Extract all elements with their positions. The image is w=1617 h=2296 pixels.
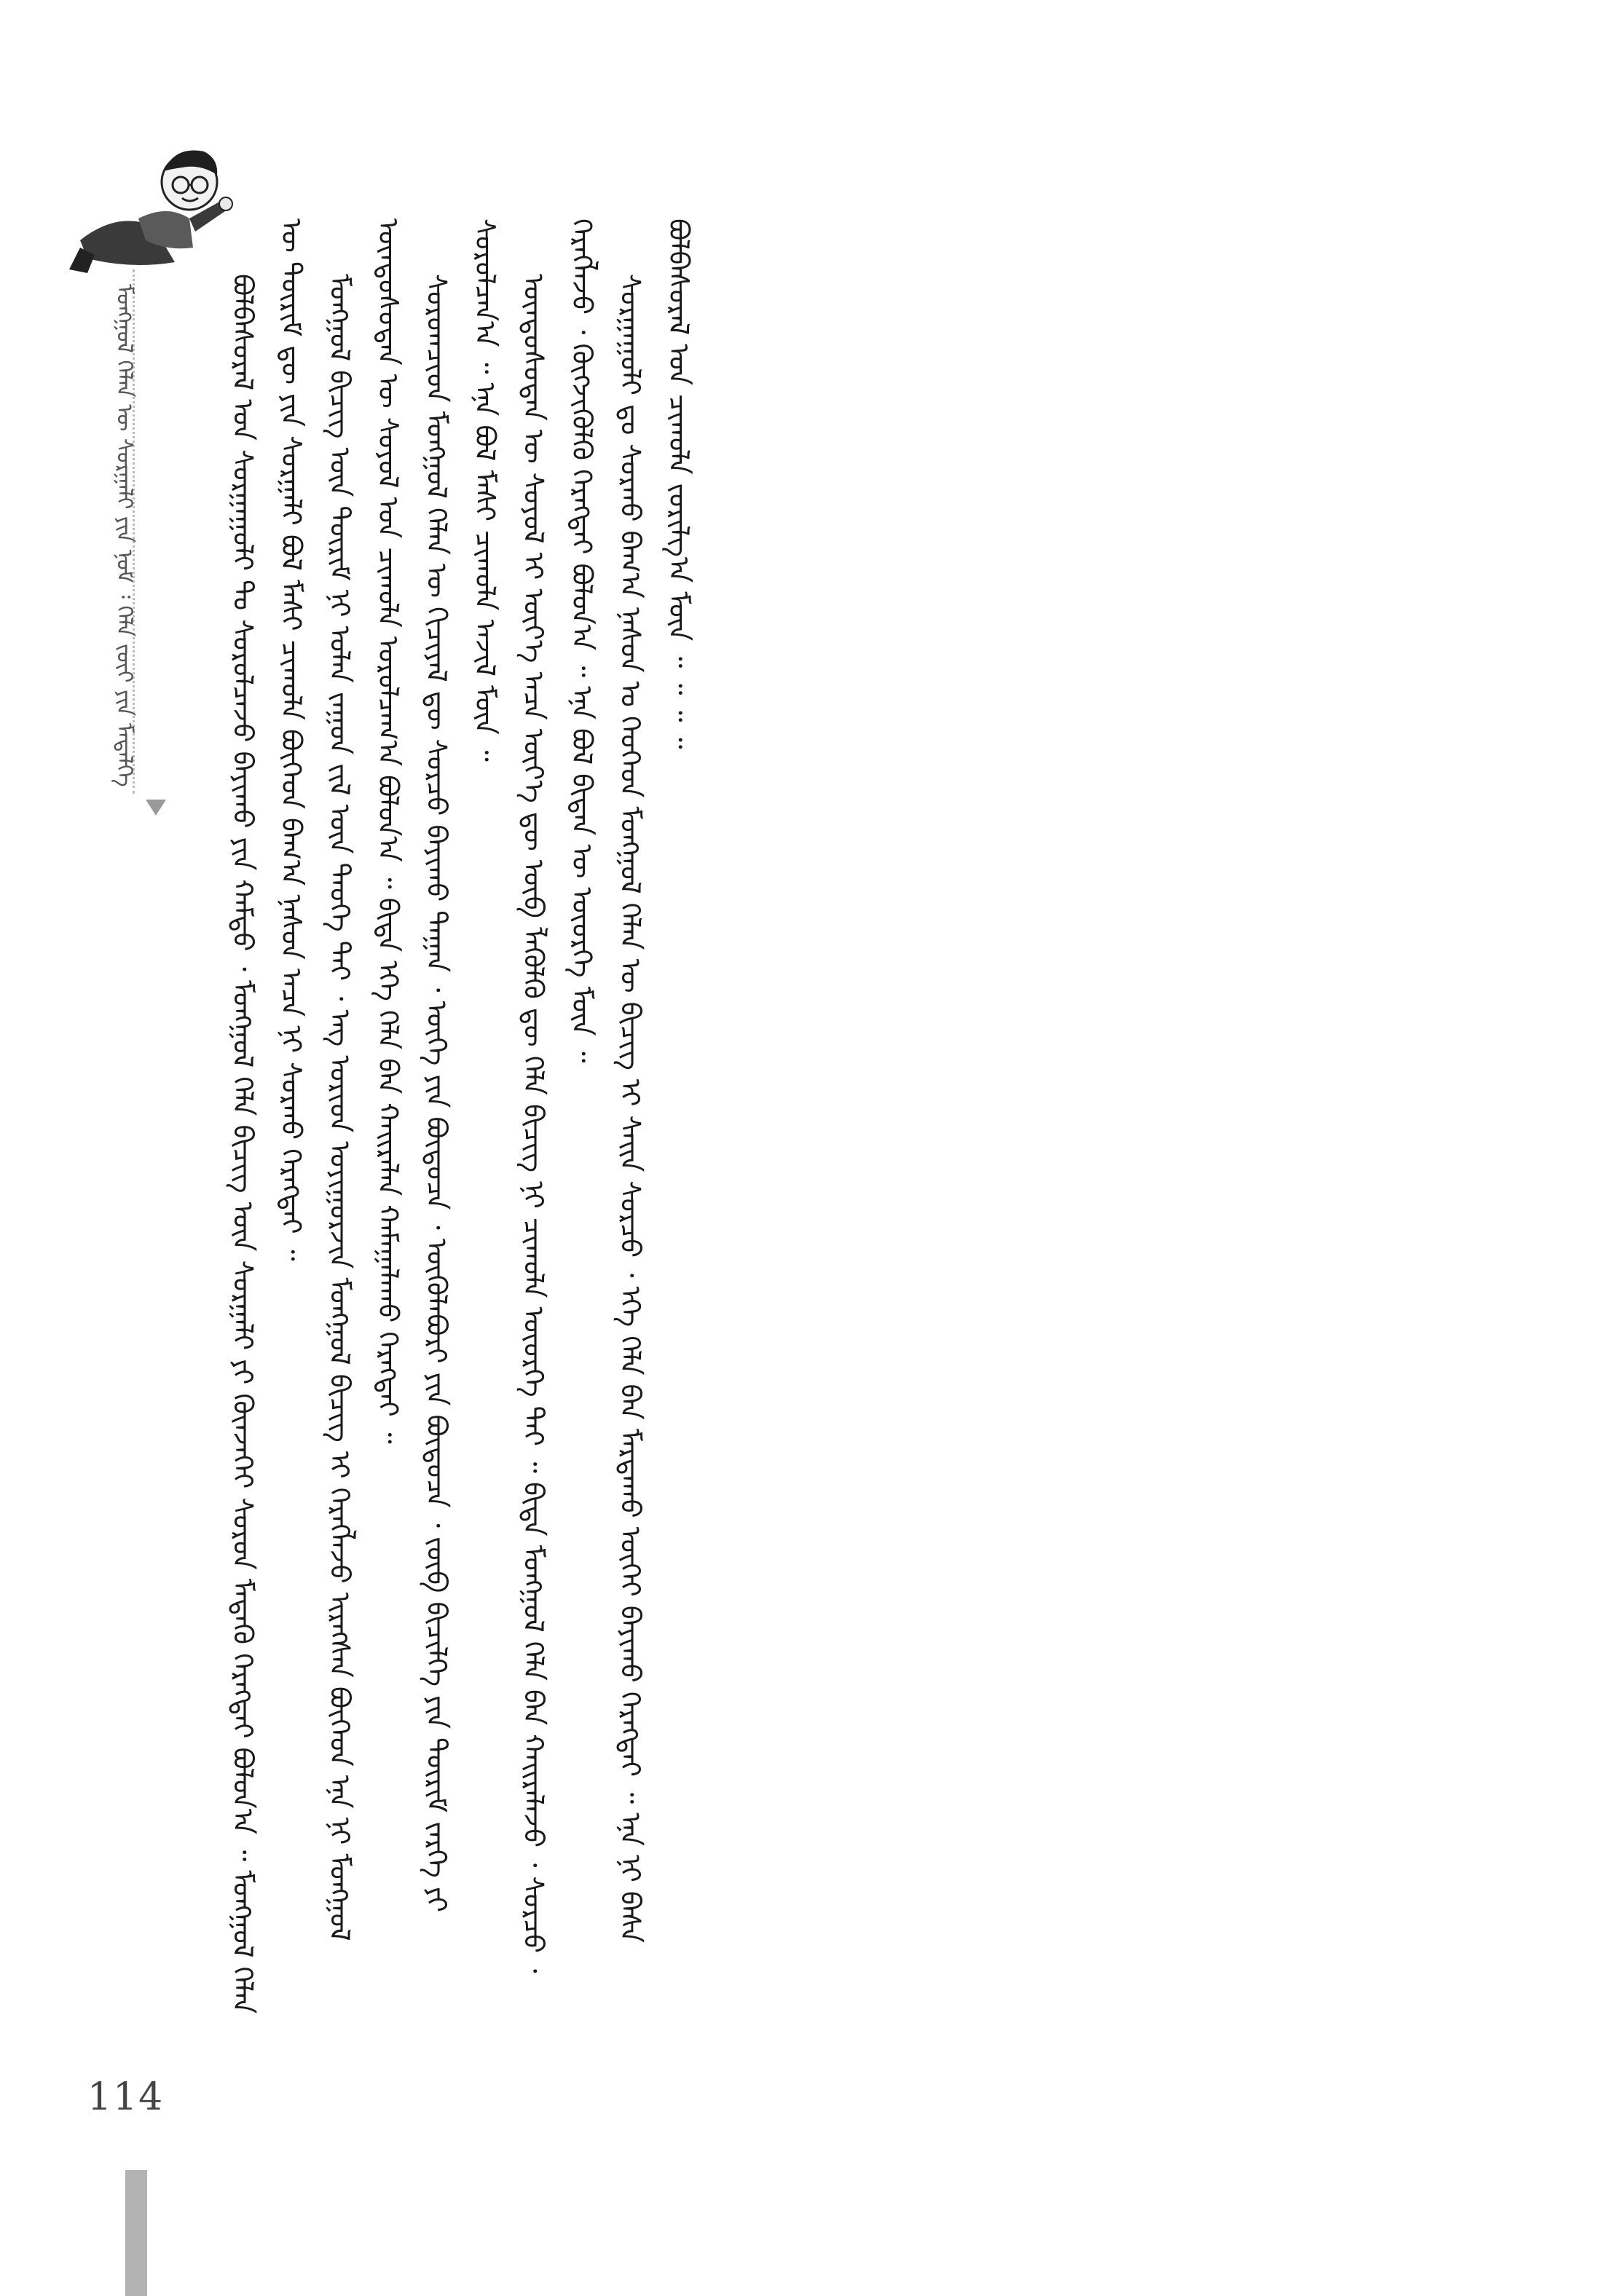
running-header: ᠮᠣᠩᠭᠣᠯ ᠬᠡᠯᠡᠨ ᠦ ᠰᠤᠷᠭᠠᠯᠢ ᠶᠢᠨ ᠨᠣᠮ ᠄ ᠬᠡᠯᠡ ᠵᠦᠢ ᠶᠢᠨ ᠮᠡᠳᠡᠯᠭᠡ	[111, 284, 137, 787]
paragraph: ᠮᠣᠩᠭᠣᠯ ᠪᠢᠴᠢᠭ ᠦᠨ ᠳᠦᠷᠢᠮ ᠨᠢ ᠣᠯᠠᠨ ᠵᠠᠭᠤᠨ ᠵᠢᠯ ᠦᠨ ᠲᠡᠦᠬᠡ ᠲᠡᠢ ᠂ ᠡᠩ ᠤᠷᠢᠳ ᠤᠶᠢᠭᠤᠷᠵᠢᠨ ᠮᠣᠩᠭᠣᠯ ᠪᠢᠴᠢᠭ ᠢ ᠬᠡᠷᠡᠭᠯᠡᠵᠦ ᠢᠷᠡᠭᠰᠡᠨ ᠪᠥᠭᠡᠳ ᠡᠨᠡ ᠨᠢ ᠮᠣᠩᠭᠣᠯ ᠦᠨᠳᠦᠰᠦᠲᠡᠨ ᠦ ᠰᠣᠶᠣᠯ ᠤᠨ ᠴᠢᠬᠤᠯᠠ ᠣᠷᠤᠯᠴᠠᠭ᠎ᠠ ᠪᠣᠯᠤᠨ᠎ᠠ ᠃ ᠪᠢᠳᠡ ᠡᠬᠡ ᠬᠡᠯᠡ ᠪᠡᠨ ᠬᠠᠢᠷᠠᠯᠠᠨ ᠬᠠᠮᠠᠭᠠᠯᠠᠬᠤ ᠬᠡᠷᠡᠭᠲᠡᠢ ᠃	[323, 218, 404, 1941]
body-text	[219, 218, 1384, 2039]
paragraph: ᠰᠤᠷᠤᠭᠴᠢᠳ ᠮᠣᠩᠭᠣᠯ ᠬᠡᠯᠡᠨ ᠦ ᠬᠢᠴᠢᠶᠡᠯ ᠳᠦ ᠰᠤᠷᠴᠤ ᠪᠠᠶᠢᠬᠤ ᠳᠠᠭᠠᠨ ᠂ ᠦᠭᠡ ᠶᠢᠨ ᠪᠦᠲᠦᠴᠡ ᠂ ᠥᠭᠦᠯᠡᠪᠦᠷᠢ ᠶᠢᠨ ᠪᠦᠲᠦᠴᠡ ᠂ ᠵᠥᠪ ᠪᠢᠴᠢᠯᠭᠡ ᠶᠢᠨ ᠳᠦᠷᠢᠮ ᠵᠡᠷᠭᠡ ᠶᠢ ᠰᠤᠷᠤᠯᠴᠠᠨ᠎ᠠ ᠃ ᠡᠨᠡ ᠪᠣᠯ ᠮᠠᠰᠢ ᠴᠢᠬᠤᠯᠠ ᠠᠵᠢᠯ ᠮᠥᠨ ᠃	[420, 218, 501, 1912]
page-edge-bar	[125, 2170, 147, 2296]
page-number: 114	[87, 2075, 165, 2119]
paragraph: ᠦᠨᠳᠦᠰᠦᠲᠡᠨ ᠦ ᠰᠣᠶᠣᠯ ᠢ ᠦᠶ᠎ᠡ ᠠᠴᠠ ᠦᠶ᠎ᠡ ᠳᠦ ᠥᠪ ᠯᠡᠭᠦᠯᠬᠦ ᠳᠦ ᠬᠡᠯᠡ ᠪᠢᠴᠢᠭ ᠨᠢ ᠴᠢᠬᠤᠯᠠ ᠦᠦᠷᠭᠡ ᠲᠡᠢ ᠃ ᠪᠢᠳᠡ ᠮᠣᠩᠭᠣᠯ ᠬᠡᠯᠡ ᠪᠡᠨ ᠬᠠᠢᠷᠠᠯᠠᠵᠤ ᠂ ᠰᠤᠷᠴᠤ ᠂ ᠬᠡᠷᠡᠭᠯᠡᠵᠦ ᠂ ᠬᠥᠭᠵᠢᠭᠦᠯᠬᠦ ᠬᠡᠷᠡᠭᠲᠡᠢ ᠪᠣᠯᠤᠨ᠎ᠠ ᠃ ᠡᠨᠡ ᠪᠣᠯ ᠪᠢᠳᠡᠨ ᠦ ᠦᠦᠷᠭᠡ ᠮᠥᠨ ᠃	[517, 218, 598, 1973]
cartoon-boy-illustration	[66, 131, 233, 277]
header-arrow-icon	[146, 800, 166, 816]
paragraph: ᠰᠤᠷᠭᠠᠭᠤᠯᠢ ᠳᠤ ᠰᠤᠷᠬᠤ ᠪᠠᠭ᠎ᠠ ᠨᠠᠰᠤᠨ ᠤ ᠬᠡᠦᠬᠡᠳ ᠮᠣᠩᠭᠣᠯ ᠬᠡᠯᠡᠨ ᠦ ᠪᠢᠴᠢᠭ ᠢ ᠰᠠᠢᠨ ᠰᠤᠷᠴᠤ ᠂ ᠡᠬᠡ ᠬᠡᠯᠡ ᠪᠡᠨ ᠮᠠᠷᠲᠠᠬᠤ ᠦᠭᠡᠢ ᠪᠠᠶᠢᠬᠤ ᠬᠡᠷᠡᠭᠲᠡᠢ ᠃ ᠡᠨᠡ ᠨᠢ ᠪᠠᠰᠠ ᠪᠣᠯᠪᠠᠰᠤᠷᠠᠯ ᠤᠨ ᠴᠢᠬᠤᠯᠠ ᠵᠣᠷᠢᠯᠭ᠎ᠠ ᠮᠥᠨ ᠃ ᠃ ᠃ ᠃	[614, 218, 695, 1943]
paragraph: ᠪᠣᠯᠪᠠᠰᠤᠷᠠᠯ ᠤᠨ ᠰᠤᠷᠭᠠᠭᠤᠯᠢ ᠲᠤ ᠰᠤᠷᠤᠯᠴᠠᠵᠤ ᠪᠠᠶᠢᠬᠤ ᠶᠢᠨ ᠬᠠᠮᠲᠤ ᠂ ᠮᠣᠩᠭᠣᠯ ᠬᠡᠯᠡ ᠪᠢᠴᠢᠭ ᠦᠨ ᠰᠤᠷᠭᠠᠯᠢ ᠶᠢ ᠭᠦᠨᠵᠡᠭᠡᠢ ᠰᠤᠷᠤᠨ ᠮᠡᠳᠡᠬᠦ ᠬᠡᠷᠡᠭᠲᠡᠢ ᠪᠣᠯᠤᠨ᠎ᠠ ᠃ ᠮᠣᠩᠭᠣᠯ ᠬᠡᠯᠡᠨ ᠦ ᠳᠦᠷᠢᠮ ᠳᠦ ᠶᠢᠨ ᠰᠤᠷᠭᠠᠯᠢ ᠪᠣᠯ ᠮᠠᠰᠢ ᠴᠢᠬᠤᠯᠠ ᠪᠥᠭᠡᠳ ᠪᠠᠭ᠎ᠠ ᠨᠠᠰᠤᠨ ᠠᠴᠠ ᠨᠢ ᠰᠤᠷᠬᠤ ᠬᠡᠷᠡᠭᠲᠡᠢ ᠃	[227, 218, 307, 2014]
